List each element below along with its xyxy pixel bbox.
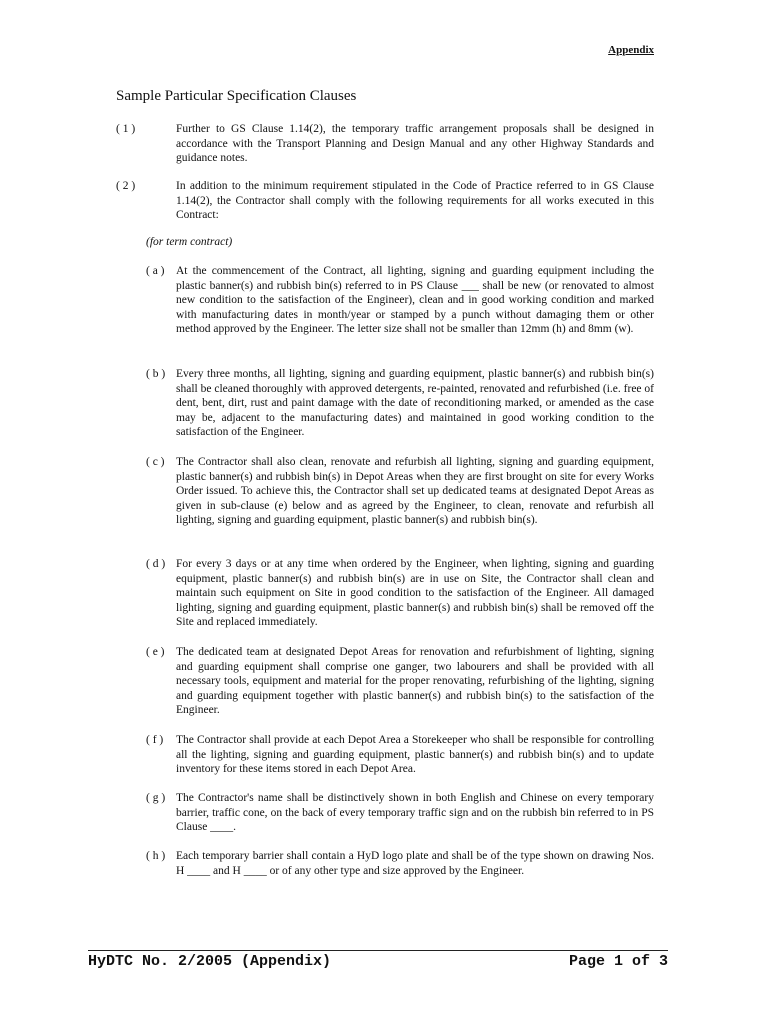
item-text: The Contractor shall provide at each Depot Area a Storekeeper who shall be responsible for controlling all the lighting, signing and guarding equipment, plastic banner(s) and rubbish bin(s) and to update inventory for these items stored in each Depot Area. (176, 734, 654, 776)
item-e (146, 645, 654, 718)
item-d (146, 557, 654, 630)
clause-text: Further to GS Clause 1.14(2), the temporary traffic arrangement proposals shall be designed in accordance with the Transport Planning and Design Manual and any other Highway Standards and guidance notes. (176, 123, 654, 165)
item-label: ( c ) (146, 456, 165, 468)
item-text: The dedicated team at designated Depot Areas for renovation and refurbishment of lighting, signing and guarding equipment shall comprise one ganger, two labourers and shall be provided with all necessary tools, equipment and material for the proper renovating, refurbishing of the lighting, signing and guarding equipment together with plastic banner(s) and rubbish bin(s) to the satisfaction of the Engineer. (176, 646, 654, 717)
term-contract-note: (for term contract) (146, 236, 233, 248)
item-g (146, 791, 654, 835)
page-footer (88, 950, 668, 970)
item-label: ( h ) (146, 850, 166, 862)
item-f (146, 733, 654, 777)
item-text: Every three months, all lighting, signing and guarding equipment, plastic banner(s) and rubbish bin(s) shall be cleaned thoroughly with approved detergents, re-painted, renovated and refurbished (i.e. free of dent, bent, dirt, rust and paint damage with the date of reconditioning marked, or amended as the case may be, adjacent to the manufacturing dates) and maintained in good working condition to the satisfaction of the Engineer. (176, 368, 654, 439)
item-text: Each temporary barrier shall contain a HyD logo plate and shall be of the type shown on drawing Nos. H ____ and H ____ or of any other type and size approved by the Engineer. (176, 850, 654, 877)
item-a (146, 264, 654, 337)
item-label: ( b ) (146, 368, 166, 380)
item-label: ( d ) (146, 558, 166, 570)
clause-text: In addition to the minimum requirement stipulated in the Code of Practice referred to in GS Clause 1.14(2), the Contractor shall comply with the following requirements for all works executed in this Contract: (176, 180, 654, 222)
clause-2 (116, 179, 654, 223)
item-text: The Contractor shall also clean, renovate and refurbish all lighting, signing and guarding equipment, plastic banner(s) and rubbish bin(s) in Depot Areas when they are first brought on site for every Works Order issued. To achieve this, the Contractor shall set up dedicated teams at designated Depot Areas as given in sub-clause (e) below and as agreed by the Engineer, to clean, renovate and refurbish all lighting, signing and guarding equipment, plastic banner(s) and rubbish bin(s). (176, 456, 654, 527)
item-h (146, 849, 654, 878)
clause-number: ( 1 ) (116, 123, 136, 135)
item-label: ( e ) (146, 646, 165, 658)
clause-number: ( 2 ) (116, 180, 136, 192)
footer-doc-id: HyDTC No. 2/2005 (Appendix) (88, 953, 332, 970)
item-b (146, 367, 654, 440)
item-text: The Contractor's name shall be distinctively shown in both English and Chinese on every temporary barrier, traffic cone, on the back of every temporary traffic sign and on the rubbish bin referred to in PS Clause ____. (176, 792, 654, 834)
appendix-header: Appendix (608, 44, 654, 56)
item-label: ( a ) (146, 265, 165, 277)
item-label: ( g ) (146, 792, 166, 804)
item-c (146, 455, 654, 528)
page-title: Sample Particular Specification Clauses (116, 88, 357, 104)
item-label: ( f ) (146, 734, 164, 746)
clause-1 (116, 122, 654, 166)
footer-page-number: Page 1 of 3 (568, 953, 668, 970)
item-text: For every 3 days or at any time when ordered by the Engineer, when lighting, signing and guarding equipment, plastic banner(s) and rubbish bin(s) are in use on Site, the Contractor shall clean and maintain such equipment on Site in good condition to the satisfaction of the Engineer. All damaged lighting, signing and guarding equipment, plastic banner(s) and rubbish bin(s) shall be removed off the Site and replaced immediately. (176, 558, 654, 629)
item-text: At the commencement of the Contract, all lighting, signing and guarding equipment including the plastic banner(s) and rubbish bin(s) referred to in PS Clause ___ shall be new (or renovated to almost new condition to the satisfaction of the Engineer), clean and in good working condition and marked with manufacturing dates in month/year or stamped by a punch without damaging them or other method approved by the Engineer. The letter size shall not be smaller than 12mm (h) and 8mm (w). (176, 265, 654, 336)
